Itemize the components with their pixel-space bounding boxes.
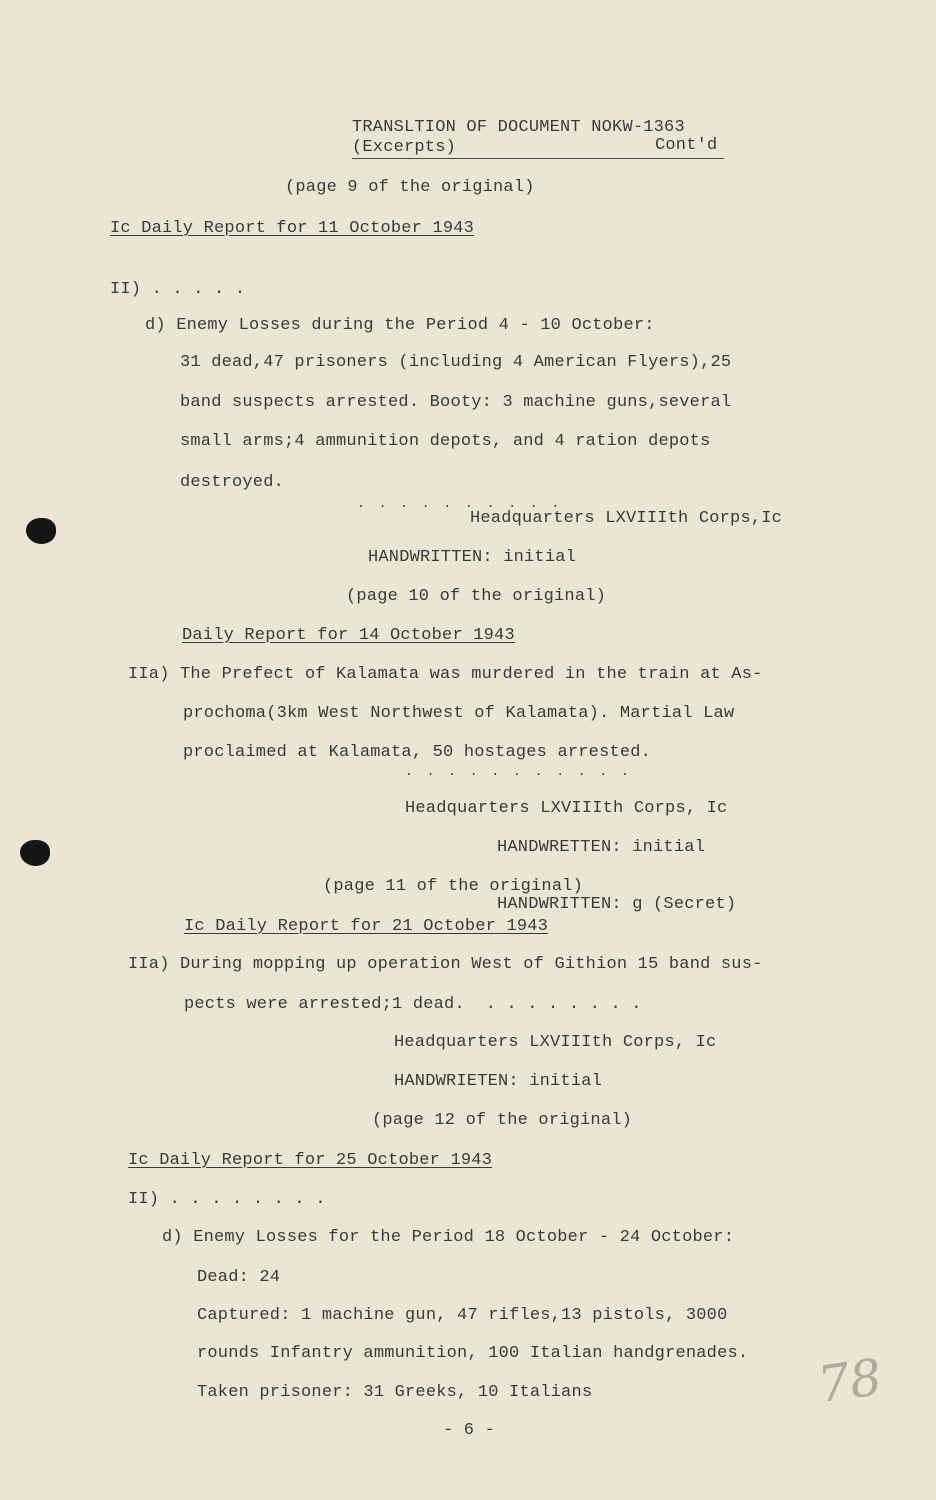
losses-line-2: band suspects arrested. Booty: 3 machine guns,several	[180, 393, 732, 412]
losses-line-4: destroyed.	[180, 473, 285, 492]
report-title-25-october: Ic Daily Report for 25 October 1943	[128, 1151, 493, 1170]
mopping-line-1: IIa) During mopping up operation West of Githion 15 band sus-	[128, 955, 763, 974]
ellipsis-dots-2: . . . . . . . . . . .	[405, 764, 632, 779]
dead-line: Dead: 24	[197, 1268, 281, 1287]
excerpts-label: (Excerpts)	[352, 138, 457, 157]
prefect-line-1: IIa) The Prefect of Kalamata was murdered in the train at As-	[128, 665, 763, 684]
document-title: TRANSLTION OF DOCUMENT NOKW-1363	[352, 118, 685, 137]
mopping-line-2: pects were arrested;1 dead. . . . . . . . .	[184, 995, 642, 1014]
item-II: II) . . . . .	[110, 280, 246, 299]
punch-hole-bottom	[20, 840, 50, 866]
page-number: - 6 -	[443, 1421, 496, 1440]
signature-hq-3: Headquarters LXVIIIth Corps, Ic	[394, 1033, 717, 1052]
losses-line-3: small arms;4 ammunition depots, and 4 ration depots	[180, 432, 711, 451]
prefect-line-2: prochoma(3km West Northwest of Kalamata). Martial Law	[183, 704, 735, 723]
page-ref-12: (page 12 of the original)	[372, 1111, 633, 1130]
handwritten-initial-1: HANDWRITTEN: initial	[368, 548, 577, 567]
handwritten-page-number: 78	[814, 1347, 886, 1415]
page-ref-9: (page 9 of the original)	[285, 178, 535, 197]
captured-line-2: rounds Infantry ammunition, 100 Italian handgrenades.	[197, 1344, 749, 1363]
enemy-losses-heading: d) Enemy Losses during the Period 4 - 10 October:	[145, 316, 655, 335]
signature-hq-1: Headquarters LXVIIIth Corps,Ic	[470, 509, 783, 528]
signature-hq-2: Headquarters LXVIIIth Corps, Ic	[405, 799, 728, 818]
page-ref-10: (page 10 of the original)	[346, 587, 607, 606]
punch-hole-top	[26, 518, 56, 544]
captured-line-1: Captured: 1 machine gun, 47 rifles,13 pistols, 3000	[197, 1306, 728, 1325]
handwritten-initial-2: HANDWRETTEN: initial	[497, 838, 706, 857]
handwritten-initial-3: HANDWRIETEN: initial	[394, 1072, 603, 1091]
ellipsis-dots-1: . . . . . . . . . .	[357, 496, 563, 511]
losses-line-1: 31 dead,47 prisoners (including 4 American Flyers),25	[180, 353, 732, 372]
contd-label: Cont'd	[655, 136, 718, 155]
report-title-21-october: Ic Daily Report for 21 October 1943	[184, 917, 549, 936]
enemy-losses-heading-2: d) Enemy Losses for the Period 18 October - 24 October:	[162, 1228, 735, 1247]
page-ref-11: (page 11 of the original)	[323, 877, 584, 896]
prefect-line-3: proclaimed at Kalamata, 50 hostages arrested.	[183, 743, 652, 762]
item-II-2: II) . . . . . . . .	[128, 1190, 326, 1209]
handwritten-secret: HANDWRITTEN: g (Secret)	[497, 895, 737, 914]
report-title-14-october: Daily Report for 14 October 1943	[182, 626, 515, 645]
header-rule	[352, 158, 724, 159]
report-title-11-october: Ic Daily Report for 11 October 1943	[110, 219, 475, 238]
prisoner-line: Taken prisoner: 31 Greeks, 10 Italians	[197, 1383, 593, 1402]
